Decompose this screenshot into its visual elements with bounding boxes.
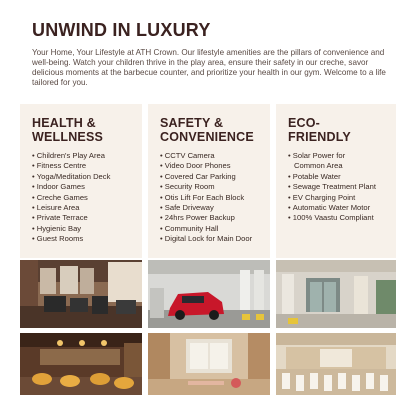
- parking-photo: [148, 260, 270, 328]
- safety-convenience-heading: SAFETY & CONVENIENCE: [160, 116, 254, 144]
- safety-convenience-panel: [148, 104, 270, 258]
- list-item: • Guest Rooms: [32, 234, 142, 244]
- gym-photo: [20, 260, 142, 328]
- page-title: UNWIND IN LUXURY: [32, 20, 211, 40]
- list-item: • Potable Water: [288, 172, 396, 182]
- list-item: • Fitness Centre: [32, 161, 142, 171]
- list-item: • Creche Games: [32, 193, 142, 203]
- list-item: • EV Charging Point: [288, 193, 396, 203]
- banquet-hall-photo: [276, 333, 396, 395]
- list-item: • 24hrs Power Backup: [160, 213, 270, 223]
- list-item: • Community Hall: [160, 224, 270, 234]
- list-item: • Automatic Water Motor: [288, 203, 396, 213]
- list-item: • Leisure Area: [32, 203, 142, 213]
- list-item: • Safe Driveway: [160, 203, 270, 213]
- yoga-room-photo: [148, 333, 270, 395]
- safety-convenience-list: [160, 151, 270, 245]
- list-item: • Yoga/Meditation Deck: [32, 172, 142, 182]
- health-wellness-panel: [20, 104, 142, 258]
- list-item: • CCTV Camera: [160, 151, 270, 161]
- eco-friendly-heading: ECO- FRIENDLY: [288, 116, 351, 144]
- list-item: • Video Door Phones: [160, 161, 270, 171]
- list-item: • Otis Lift For Each Block: [160, 193, 270, 203]
- amenity-columns: [20, 104, 396, 258]
- intro-paragraph: Your Home, Your Lifestyle at ATH Crown. Our lifestyle amenities are the pillars of convenience and well-being. Watch your children thrive in the play area, ensure their safety in our creche, savor delicious moments at the barbecue counter, and prioritize your health in our gym. Welcome to a life tailored for you.: [32, 48, 386, 87]
- list-item: • Covered Car Parking: [160, 172, 270, 182]
- health-wellness-heading: HEALTH & WELLNESS: [32, 116, 104, 144]
- eco-friendly-panel: [276, 104, 396, 258]
- list-item: • Sewage Treatment Plant: [288, 182, 396, 192]
- list-item: • 100% Vaastu Compliant: [288, 213, 396, 223]
- list-item: • Security Room: [160, 182, 270, 192]
- list-item: • Digital Lock for Main Door: [160, 234, 270, 244]
- list-item: • Hygienic Bay: [32, 224, 142, 234]
- lobby-photo: [276, 260, 396, 328]
- list-item: • Indoor Games: [32, 182, 142, 192]
- lounge-photo: [20, 333, 142, 395]
- health-wellness-list: [32, 151, 142, 245]
- eco-friendly-list: [288, 151, 396, 224]
- list-item: • Solar Power for Common Area: [288, 151, 396, 172]
- list-item: • Children's Play Area: [32, 151, 142, 161]
- list-item: • Private Terrace: [32, 213, 142, 223]
